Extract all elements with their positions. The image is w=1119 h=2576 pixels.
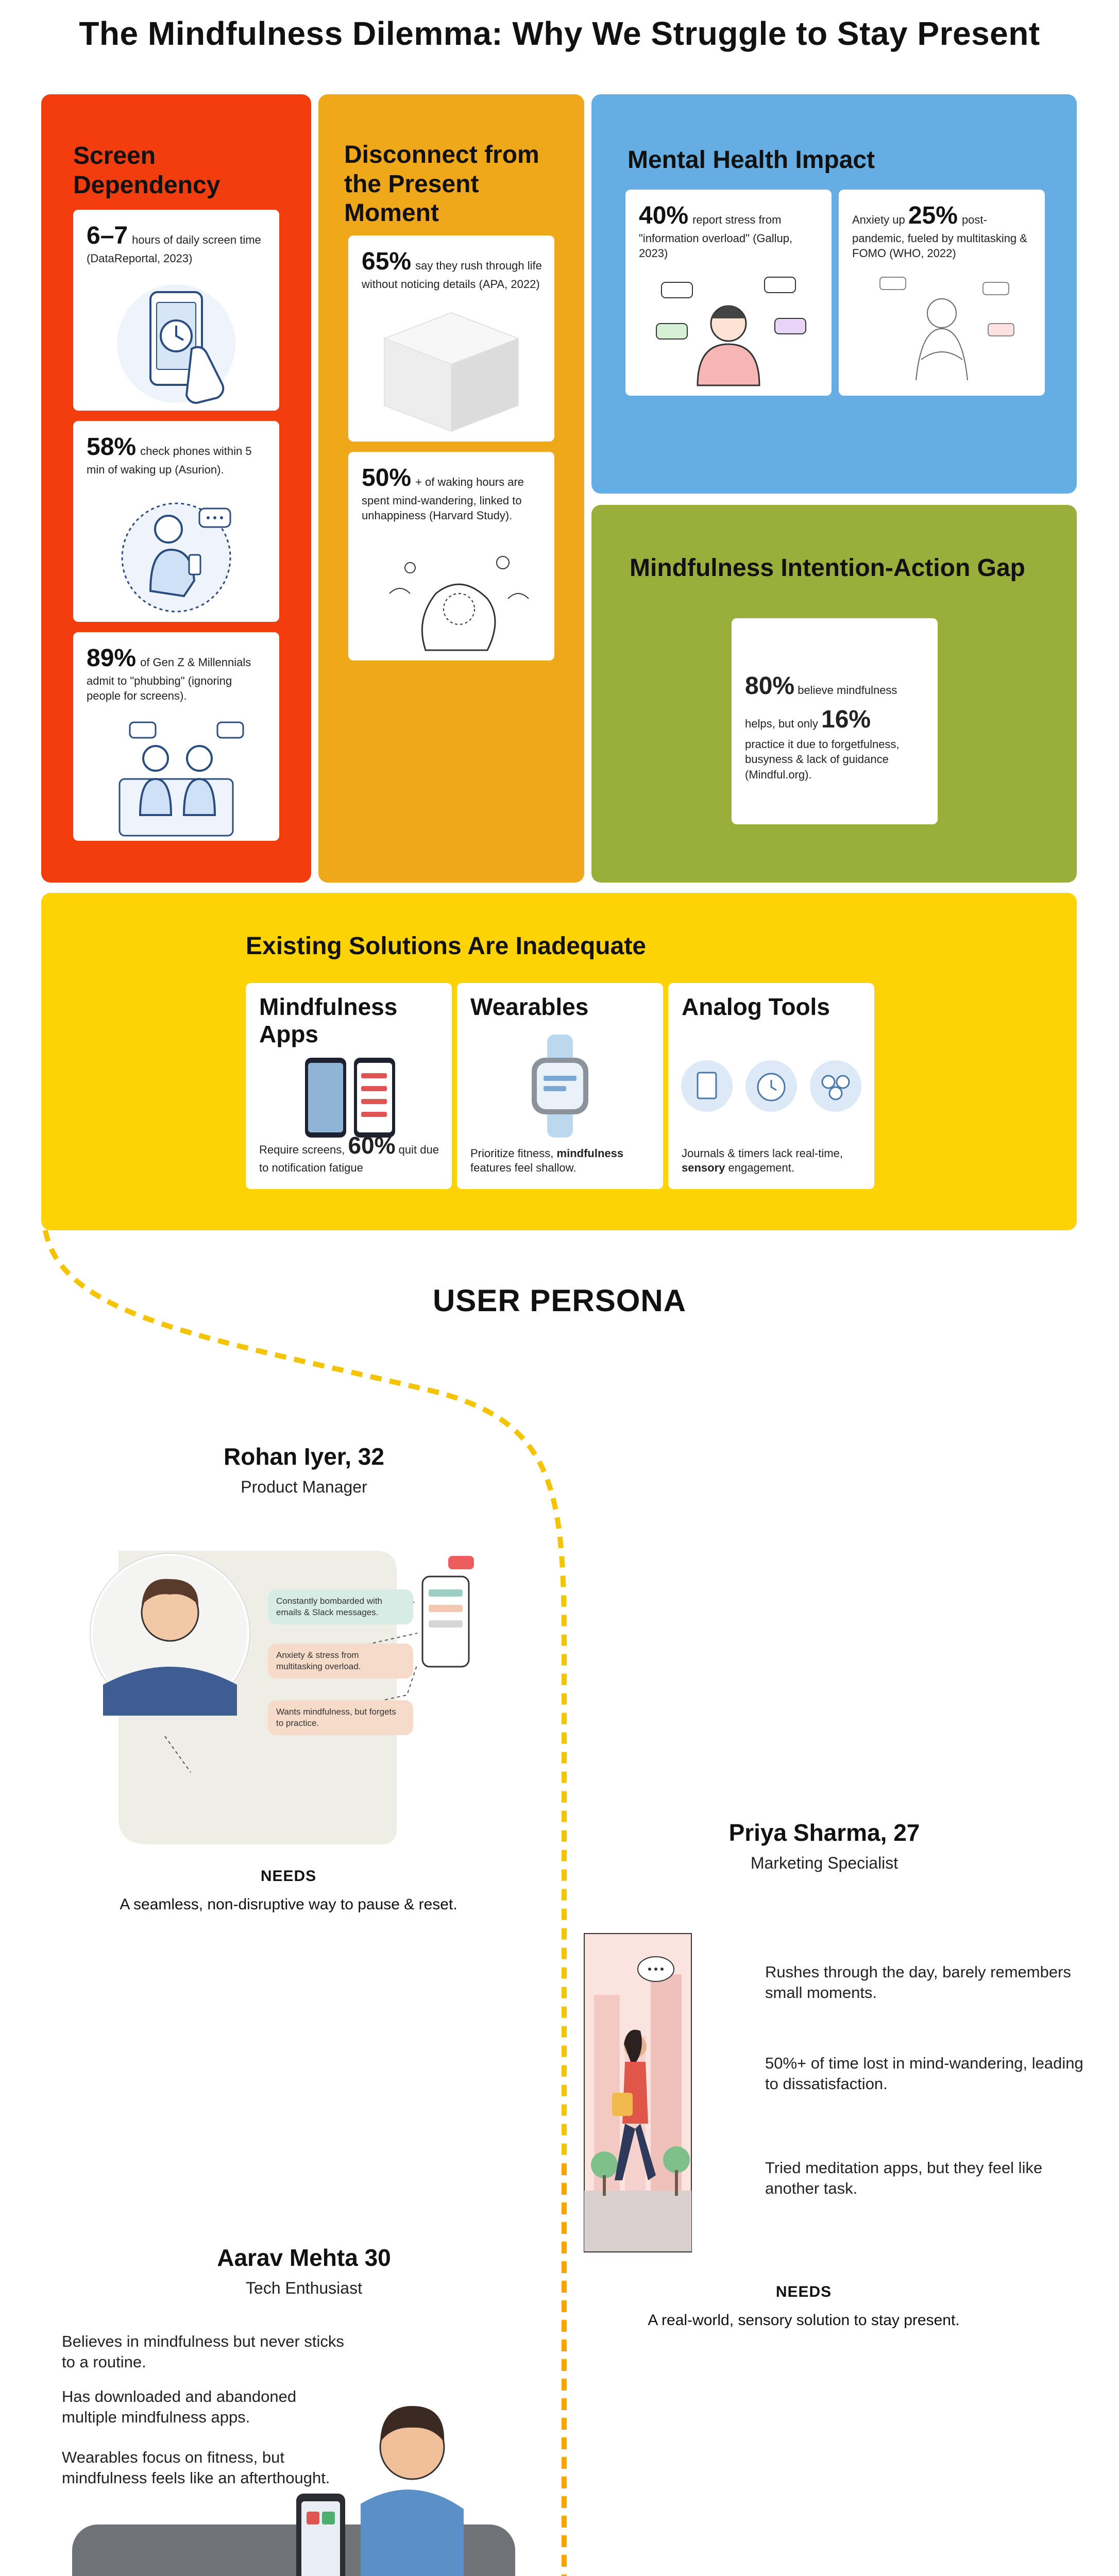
persona-point: 50%+ of time lost in mind-wandering, leading to dissatisfaction. <box>765 2054 1083 2093</box>
stat-desc: + of waking hours are spent mind-wandering, linked to unhappiness (Harvard Study). <box>362 476 524 522</box>
stat-text <box>852 200 1035 261</box>
stat-value: 50% <box>362 464 412 492</box>
persona-heading: USER PERSONA <box>432 1283 687 1318</box>
gap-stat-card <box>732 618 938 824</box>
persona-role: Marketing Specialist <box>750 1854 898 1872</box>
solution-bold: mindfulness <box>556 1146 624 1160</box>
stat-desc: check phones within 5 min of waking up (Asurion). <box>87 445 252 477</box>
rohan-scene-icon <box>88 1530 489 1850</box>
solution-text-b: quit due to notification fatigue <box>259 1143 439 1175</box>
white-cube-icon <box>348 302 554 442</box>
persona-role: Tech Enthusiast <box>246 2279 362 2297</box>
phones-icon <box>297 1053 400 1143</box>
stat-value: 65% <box>362 248 412 275</box>
solution-text-a: Journals & timers lack real-time, <box>682 1146 843 1160</box>
smartwatch-icon <box>519 1035 601 1138</box>
stat-text <box>87 431 269 478</box>
sofa-man-icon <box>72 2391 525 2576</box>
persona-point: Believes in mindfulness but never sticks to a routine. <box>62 2332 344 2371</box>
solution-value: 60% <box>348 1131 396 1159</box>
persona-point: Has downloaded and abandoned multiple mindfulness apps. <box>62 2387 297 2427</box>
needs-label: NEEDS <box>260 1868 317 1885</box>
stat-text <box>87 642 269 703</box>
stat-card <box>348 452 554 660</box>
stat-desc: practice it due to forgetfulness, busyness & lack of guidance (Mindful.org). <box>745 737 900 781</box>
solution-text <box>259 1130 443 1176</box>
stat-value: 89% <box>87 645 137 672</box>
disconnect-panel <box>318 94 584 883</box>
page-title: The Mindfulness Dilemma: Why We Struggle to Stay Present <box>79 15 1040 52</box>
persona-name: Rohan Iyer, 32 <box>224 1443 384 1470</box>
stat-value: 25% <box>908 202 958 229</box>
mental-health-heading: Mental Health Impact <box>628 146 875 174</box>
solution-card <box>246 983 452 1189</box>
phone-tap-icon <box>73 272 279 411</box>
wandering-head-icon <box>348 532 554 660</box>
stat-desc: post-pandemic, fueled by multitasking & FOMO (WHO, 2022) <box>852 213 1027 260</box>
stat-value: 16% <box>821 705 871 733</box>
solution-card <box>668 983 874 1189</box>
solution-text <box>470 1146 654 1176</box>
stat-card <box>348 235 554 442</box>
stat-text <box>745 670 925 783</box>
intention-gap-heading: Mindfulness Intention-Action Gap <box>630 554 1025 582</box>
stat-card <box>73 632 279 841</box>
stat-card <box>73 421 279 622</box>
analog-tools-icon <box>676 1055 867 1117</box>
stat-desc: say they rush through life without noticing details (APA, 2022) <box>362 259 542 291</box>
intention-gap-panel <box>591 505 1077 883</box>
two-people-phones-icon <box>73 712 279 841</box>
persona-name: Priya Sharma, 27 <box>728 1819 920 1846</box>
persona-point: Wearables focus on fitness, but mindfulness feels like an afterthought. <box>62 2448 330 2487</box>
stat-value: 58% <box>87 433 137 461</box>
stat-value: 80% <box>745 672 795 700</box>
anxious-figure-icon <box>839 262 1045 396</box>
solution-card <box>457 983 663 1189</box>
person-on-phone-icon <box>73 488 279 622</box>
persona-illustration <box>88 1530 489 1850</box>
solutions-heading: Existing Solutions Are Inadequate <box>246 933 646 960</box>
solution-text-a: Prioritize fitness, <box>470 1146 554 1160</box>
screen-dependency-panel <box>41 94 311 883</box>
stat-text <box>87 220 269 266</box>
overloaded-woman-icon <box>625 262 832 396</box>
needs-label: NEEDS <box>775 2283 832 2300</box>
mental-health-panel <box>591 94 1077 494</box>
stat-desc: of Gen Z & Millennials admit to "phubbing" (ignoring people for screens). <box>87 656 251 702</box>
solutions-panel <box>41 893 1077 1230</box>
solution-bold: sensory <box>682 1161 725 1175</box>
stat-card <box>73 210 279 411</box>
stat-desc: report stress from "information overload" (Gallup, 2023) <box>639 213 793 260</box>
stat-card <box>839 190 1045 396</box>
stat-desc: believe mindfulness helps, but only <box>745 684 897 730</box>
solution-text-b: features feel shallow. <box>470 1161 577 1175</box>
needs-text: A real-world, sensory solution to stay present. <box>648 2312 960 2329</box>
screen-dependency-heading: Screen Dependency <box>73 142 221 199</box>
persona-point: Tried meditation apps, but they feel like another task. <box>765 2159 1043 2198</box>
stat-value: 40% <box>639 202 689 229</box>
stat-value: 6–7 <box>87 222 128 249</box>
pain-point-bubble: Constantly bombarded with emails & Slack messages. <box>268 1589 413 1624</box>
stat-text <box>362 246 544 292</box>
solution-text-b: engagement. <box>728 1161 794 1175</box>
stat-text <box>639 200 821 261</box>
persona-point: Rushes through the day, barely remembers small moments. <box>765 1963 1071 2002</box>
solution-text-a: Require screens, <box>259 1143 345 1156</box>
walking-woman-icon <box>584 1933 692 2252</box>
disconnect-heading: Disconnect from the Present Moment <box>344 141 539 227</box>
stat-card <box>625 190 832 396</box>
solution-title: Mindfulness Apps <box>259 993 398 1047</box>
persona-name: Aarav Mehta 30 <box>217 2244 391 2271</box>
stat-prefix: Anxiety up <box>852 213 905 226</box>
solution-title: Wearables <box>470 993 589 1020</box>
solution-title: Analog Tools <box>682 993 830 1020</box>
solution-text <box>682 1146 865 1176</box>
stat-text <box>362 462 544 523</box>
persona-role: Product Manager <box>241 1478 367 1496</box>
pain-point-bubble: Wants mindfulness, but forgets to practice. <box>268 1700 413 1735</box>
needs-text: A seamless, non-disruptive way to pause & reset. <box>120 1896 457 1913</box>
pain-point-bubble: Anxiety & stress from multitasking overload. <box>268 1643 413 1679</box>
stat-desc: hours of daily screen time (DataReportal, 2023) <box>87 233 261 265</box>
